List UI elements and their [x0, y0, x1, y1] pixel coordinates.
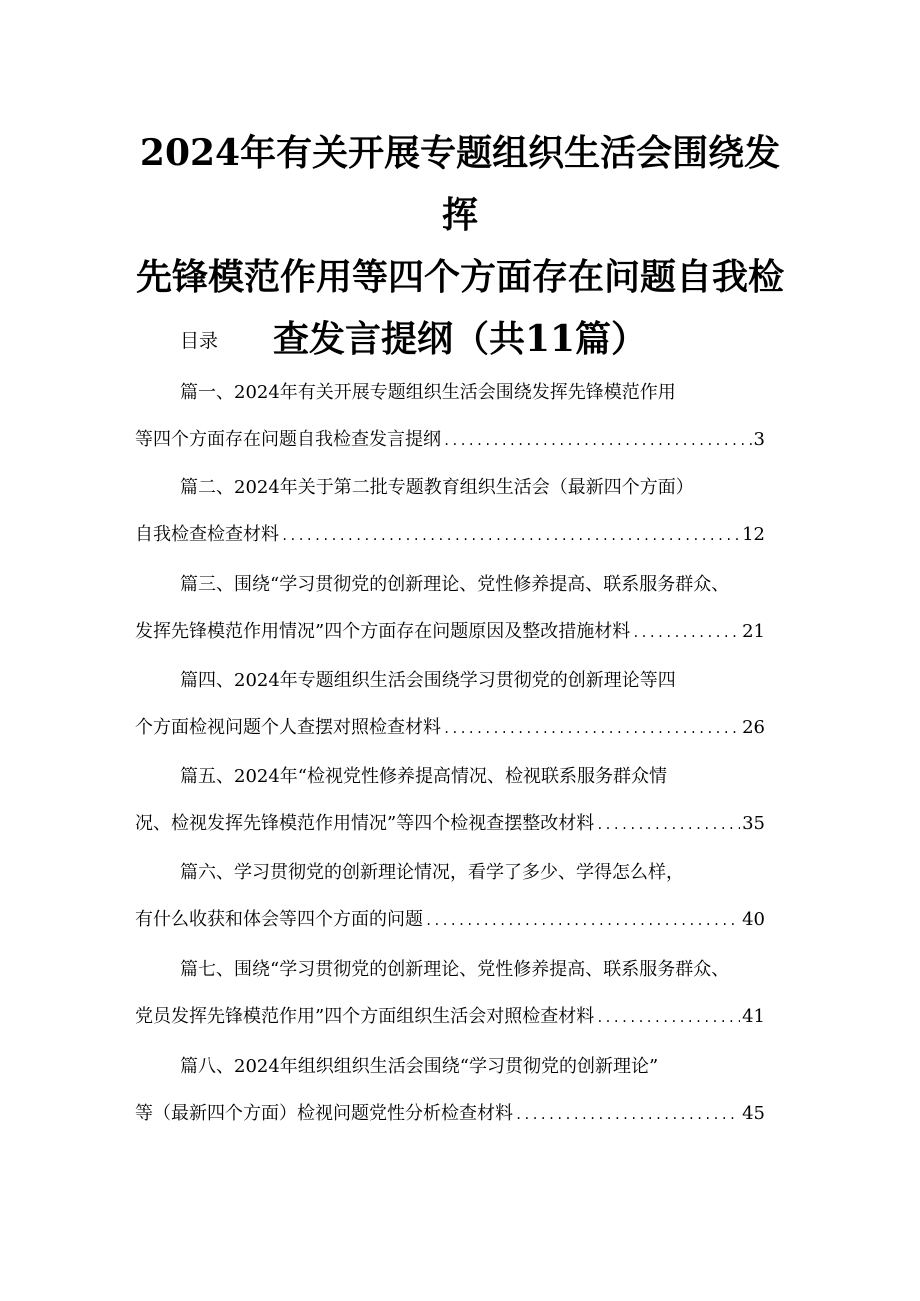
toc-entry-continuation: 有什么收获和体会等四个方面的问题 [135, 909, 423, 930]
toc-entry-line [135, 425, 765, 456]
title-line-2: 先锋模范作用等四个方面存在问题自我检 [135, 256, 784, 298]
dot-leader [425, 906, 740, 936]
toc-entry-line [135, 1002, 765, 1033]
dot-leader [443, 426, 752, 456]
toc-entry-line [135, 905, 765, 936]
toc-entry-line [135, 1099, 765, 1130]
toc-entry-continuation: 等四个方面存在问题自我检查发言提纲 [135, 429, 441, 450]
toc-entry-continuation: 况、检视发挥先锋模范作用情况”等四个检视查摆整改材料 [135, 813, 595, 834]
toc-page-number: 3 [753, 429, 765, 450]
document-title [130, 122, 790, 370]
toc-page-number: 26 [742, 717, 765, 738]
toc-entry-continuation: 党员发挥先锋模范作用”四个方面组织生活会对照检查材料 [135, 1006, 595, 1027]
toc-entry-title: 篇二、2024年关于第二批专题教育组织生活会（最新四个方面） [180, 477, 694, 498]
toc-entry-7[interactable] [135, 955, 800, 1033]
toc-entry-4[interactable] [135, 666, 800, 744]
toc-entry-8[interactable] [135, 1052, 800, 1130]
toc-entry-title: 篇七、围绕“学习贯彻党的创新理论、党性修养提高、联系服务群众、 [180, 959, 730, 980]
toc-page-number: 12 [742, 524, 765, 545]
toc-entry-continuation: 发挥先锋模范作用情况”四个方面存在问题原因及整改措施材料 [135, 621, 631, 642]
toc-heading: 目录 [180, 330, 219, 352]
toc-entry-1[interactable] [135, 378, 800, 456]
toc-entry-6[interactable] [135, 858, 800, 936]
toc-entry-line [135, 713, 765, 744]
dot-leader [596, 1003, 740, 1033]
dot-leader [596, 810, 740, 840]
toc-entry-title: 篇三、围绕“学习贯彻党的创新理论、党性修养提高、联系服务群众、 [180, 574, 730, 595]
toc-entry-2[interactable] [135, 473, 800, 551]
toc-entry-line [135, 617, 765, 648]
toc-page-number: 45 [742, 1103, 765, 1124]
title-line-3: 查发言提纲（共11篇） [272, 318, 648, 360]
toc-entry-title: 篇五、2024年“检视党性修养提高情况、检视联系服务群众情 [180, 766, 668, 787]
toc-entry-5[interactable] [135, 762, 800, 840]
toc-page-number: 35 [742, 813, 765, 834]
dot-leader [443, 714, 740, 744]
dot-leader [632, 618, 740, 648]
toc-entry-continuation: 个方面检视问题个人查摆对照检查材料 [135, 717, 441, 738]
dot-leader [281, 521, 740, 551]
toc-entry-3[interactable] [135, 570, 800, 648]
toc-page-number: 40 [742, 909, 765, 930]
toc-entry-line [135, 520, 765, 551]
toc-entry-title: 篇一、2024年有关开展专题组织生活会围绕发挥先锋模范作用 [180, 382, 676, 403]
toc-entry-title: 篇四、2024年专题组织生活会围绕学习贯彻党的创新理论等四 [180, 670, 676, 691]
toc-entry-continuation: 自我检查检查材料 [135, 524, 279, 545]
toc-entry-continuation: 等（最新四个方面）检视问题党性分析检查材料 [135, 1103, 513, 1124]
toc-entry-title: 篇八、2024年组织组织生活会围绕“学习贯彻党的创新理论” [180, 1056, 659, 1077]
toc-entry-title: 篇六、学习贯彻党的创新理论情况，看学了多少、学得怎么样， [180, 862, 684, 883]
dot-leader [515, 1100, 740, 1130]
title-line-1: 2024年有关开展专题组织生活会围绕发挥 [139, 132, 781, 236]
toc-entry-line [135, 809, 765, 840]
toc-page-number: 41 [742, 1006, 765, 1027]
toc-page-number: 21 [742, 621, 765, 642]
